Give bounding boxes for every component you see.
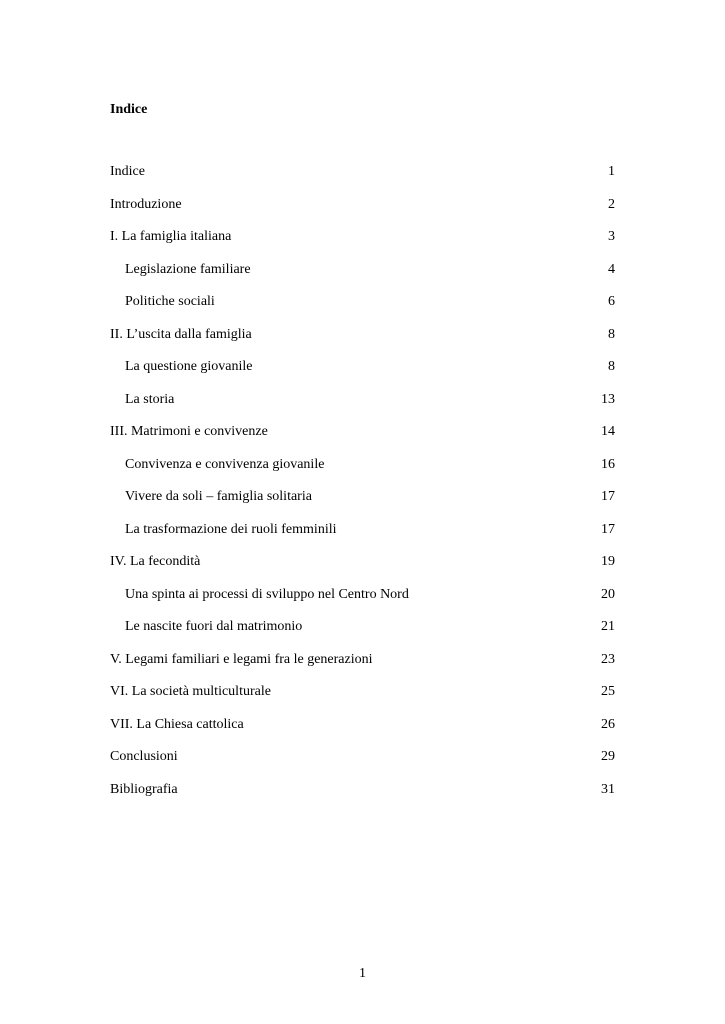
toc-subentry[interactable] [110,261,615,294]
toc-entry[interactable] [110,196,615,229]
toc-entry-title: Politiche sociali [125,294,215,309]
toc-entry-page: 2 [608,196,615,212]
toc-entry-page: 8 [608,359,615,374]
toc-subentry[interactable] [110,488,615,521]
toc-entry-page: 23 [601,651,615,667]
toc-subentry[interactable] [110,618,615,651]
toc-entry-title: Le nascite fuori dal matrimonio [125,619,303,634]
toc-entry-page: 29 [601,749,615,764]
toc-subentry[interactable] [110,293,615,326]
toc-subentry[interactable] [110,391,615,424]
toc-entry-title: Vivere da soli – famiglia solitaria [125,489,312,504]
toc-entry-page: 3 [608,229,615,244]
toc-entry[interactable] [110,781,615,814]
toc-entry-title: La trasformazione dei ruoli femminili [125,521,337,537]
toc-entry[interactable] [110,651,615,684]
toc-entry[interactable] [110,716,615,749]
toc-entry-page: 6 [608,294,615,309]
toc-entry-title: Legislazione familiare [125,261,251,277]
table-of-contents [110,163,615,813]
toc-entry-title: La questione giovanile [125,359,253,374]
page-number: 1 [359,966,366,981]
toc-subentry[interactable] [110,456,615,489]
toc-entry-title: I. La famiglia italiana [110,229,232,244]
toc-entry-title: II. L’uscita dalla famiglia [110,326,252,342]
toc-entry[interactable] [110,683,615,716]
toc-entry-title: III. Matrimoni e convivenze [110,424,268,439]
toc-entry-page: 17 [601,489,615,504]
toc-entry-page: 31 [601,781,615,797]
toc-entry-page: 1 [608,164,615,179]
toc-entry-page: 21 [601,619,615,634]
toc-entry-page: 4 [608,261,615,277]
toc-entry-title: La storia [125,391,175,407]
toc-entry-page: 17 [601,521,615,537]
toc-entry[interactable] [110,748,615,781]
toc-entry[interactable] [110,423,615,456]
toc-entry-page: 16 [601,456,615,472]
toc-subentry[interactable] [110,586,615,619]
toc-entry-page: 19 [601,554,615,569]
toc-entry[interactable] [110,326,615,359]
toc-entry-title: VII. La Chiesa cattolica [110,716,244,732]
toc-entry-title: VI. La società multiculturale [110,684,271,699]
toc-entry-title: Una spinta ai processi di sviluppo nel Centro Nord [125,586,409,602]
toc-subentry[interactable] [110,358,615,391]
toc-entry[interactable] [110,553,615,586]
toc-entry-title: Indice [110,164,145,179]
toc-entry[interactable] [110,163,615,196]
toc-entry-title: Convivenza e convivenza giovanile [125,456,325,472]
toc-subentry[interactable] [110,521,615,554]
toc-heading: Indice [110,102,148,117]
toc-entry-page: 25 [601,684,615,699]
toc-entry-title: Introduzione [110,196,182,212]
toc-entry-page: 20 [601,586,615,602]
toc-entry-page: 13 [601,391,615,407]
toc-entry-title: IV. La fecondità [110,554,201,569]
toc-entry-title: V. Legami familiari e legami fra le generazioni [110,651,373,667]
toc-entry[interactable] [110,228,615,261]
toc-entry-title: Conclusioni [110,749,178,764]
toc-entry-page: 8 [608,326,615,342]
toc-entry-title: Bibliografia [110,781,178,797]
toc-entry-page: 14 [601,424,615,439]
toc-entry-page: 26 [601,716,615,732]
